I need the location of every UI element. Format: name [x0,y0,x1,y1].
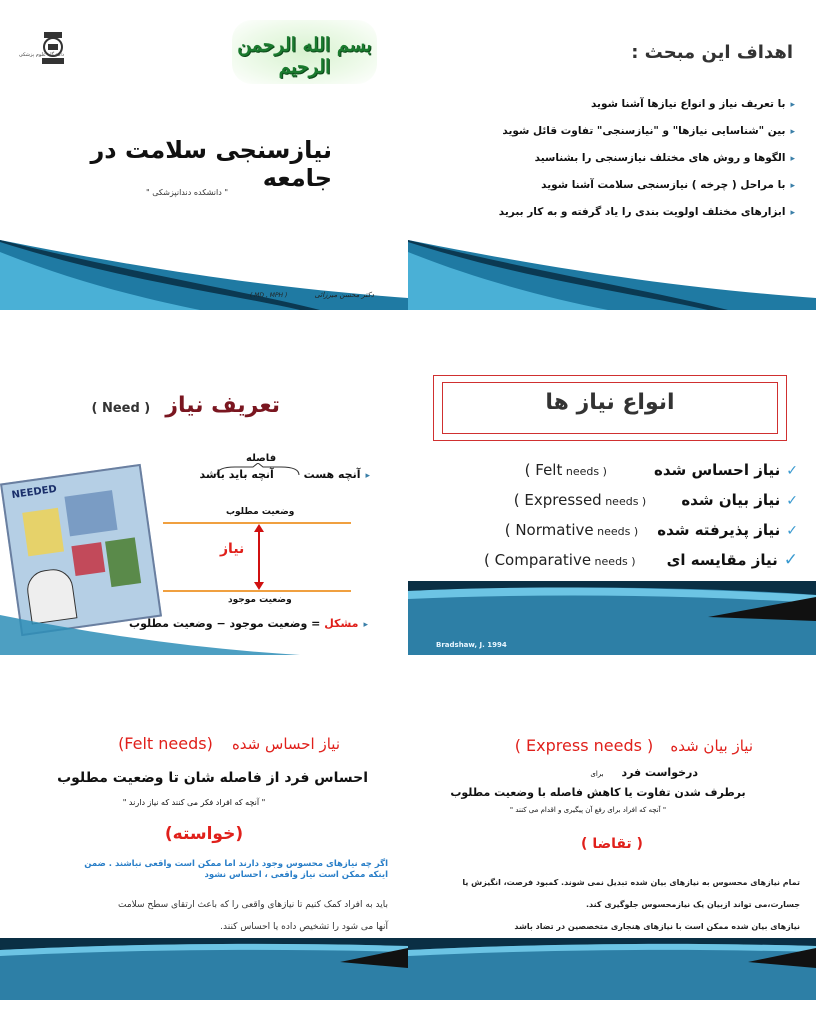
type-item: ✓نیاز احساس شده ( Felt needs ) [524,461,798,479]
check-icon: ✓ [783,550,798,570]
slide-objectives [408,0,816,310]
desired-label: وضعیت مطلوب [226,507,295,517]
expressed-demand: ( تقاضا ) [581,836,643,852]
bullet-icon: ▸ [365,471,370,481]
type-item: ✓نیاز پذیرفته شده ( Normative needs ) [504,521,798,539]
bullet-icon: ▸ [790,181,795,191]
author-name: دکتر محسن میرزائی [314,291,374,299]
need-title: تعریف نیاز ( Need ) [91,393,280,418]
need-label: نیاز [220,541,245,557]
logo-caption: دانشگاه علوم پزشکی [18,52,64,58]
bullet-icon: ▸ [790,208,795,218]
what-is-line: ▸آنچه هست آنچه باید باشد [199,468,370,481]
slide-title [0,0,408,310]
decor-wave [0,585,408,655]
type-item: ✓نیاز مقایسه ای ( Comparative needs ) [483,550,798,570]
type-item: ✓نیاز بیان شده ( Expressed needs ) [513,491,798,509]
check-icon: ✓ [786,523,798,539]
decor-wave [408,240,816,310]
slide-felt-needs [0,690,408,1000]
felt-want: (خواسته) [164,824,244,844]
expressed-line2: برطرف شدن تفاوت یا کاهش فاصله با وضعیت مطلوب [450,786,746,799]
decor-band [408,938,816,1000]
slide-need-definition [0,345,408,655]
expressed-request: درخواست فرد برای [590,766,698,779]
objectives-list [463,98,795,233]
bullet-icon: ▸ [363,620,368,630]
felt-quote: " آنچه که افراد فکر می کنند که نیاز دارند " [122,798,266,807]
problem-definition: ▸مشکل = وضعیت موجود − وضعیت مطلوب [129,617,368,630]
types-list [436,460,798,580]
expressed-title: نیاز بیان شده ( Express needs ) [514,736,753,755]
objective-item: ▸با تعریف نیاز و انواع نیازها آشنا شوید [590,98,795,110]
bullet-icon: ▸ [790,127,795,137]
expressed-quote: " آنچه که افراد برای رفع آن پیگیری و اقدام می کنند " [509,806,667,814]
gap-label: فاصله [246,453,277,464]
calligraphy-banner [232,20,377,84]
objective-item: ▸الگوها و روش های مختلف نیازسنجی را بشناسید [534,152,795,164]
decor-band [0,938,408,1000]
types-title: انواع نیاز ها [545,390,675,415]
felt-title: نیاز احساس شده (Felt needs) [118,734,340,753]
basmala-text: بسم الله الرحمن الرحیم [237,34,372,78]
objective-item: ▸بین "شناسایی نیازها" و "نیازسنجی" تفاوت قائل شوید [502,125,795,137]
felt-note: اگر چه نیازهای محسوس وجود دارند اما ممکن است واقعی نباشند . ضمن اینکه ممکن است نیاز واقعی ، احساس نشود [84,859,388,880]
felt-subtitle: احساس فرد از فاصله شان تا وضعیت مطلوب [57,770,368,786]
felt-body: باید به افراد کمک کنیم تا نیازهای واقعی را که باعث ارتقای سطح سلامت آنها می شود را تشخیص داده یا احساس کنند. [117,900,388,932]
objectives-heading: اهداف این مبحث : [631,42,793,63]
presentation-subtitle: " دانشکده دندانپزشکی " [146,188,228,197]
slide-expressed-needs [408,690,816,1000]
university-logo [38,30,68,68]
types-title-box [433,375,787,441]
citation: Bradshaw, J. 1994 [436,641,507,649]
objective-item: ▸با مراحل ( چرخه ) نیازسنجی سلامت آشنا شوید [541,179,795,191]
objective-item: ▸ابزارهای مختلف اولویت بندی را یاد گرفته و به کار ببرید [498,206,795,218]
needed-clipart: NEEDED [0,464,162,636]
decor-wave [0,240,408,310]
author-degree: ( MD , MPH ) [250,292,288,299]
bullet-icon: ▸ [790,100,795,110]
check-icon: ✓ [786,463,798,479]
current-label: وضعیت موجود [228,595,292,605]
check-icon: ✓ [786,493,798,509]
presentation-title: نیازسنجی سلامت در جامعه [90,136,332,192]
bullet-icon: ▸ [790,154,795,164]
slide-need-types [408,345,816,655]
need-arrow [252,524,266,590]
expressed-body: تمام نیازهای محسوس به نیازهای بیان شده تبدیل نمی شوند. کمبود فرصت، انگیزش یا جسارت،می تواند ازبیان یک نیازمحسوس جلوگیری کند. نیازهای بیان شده ممکن است با نیازهای هنجاری متخصصین در تضاد باشد [462,878,800,931]
